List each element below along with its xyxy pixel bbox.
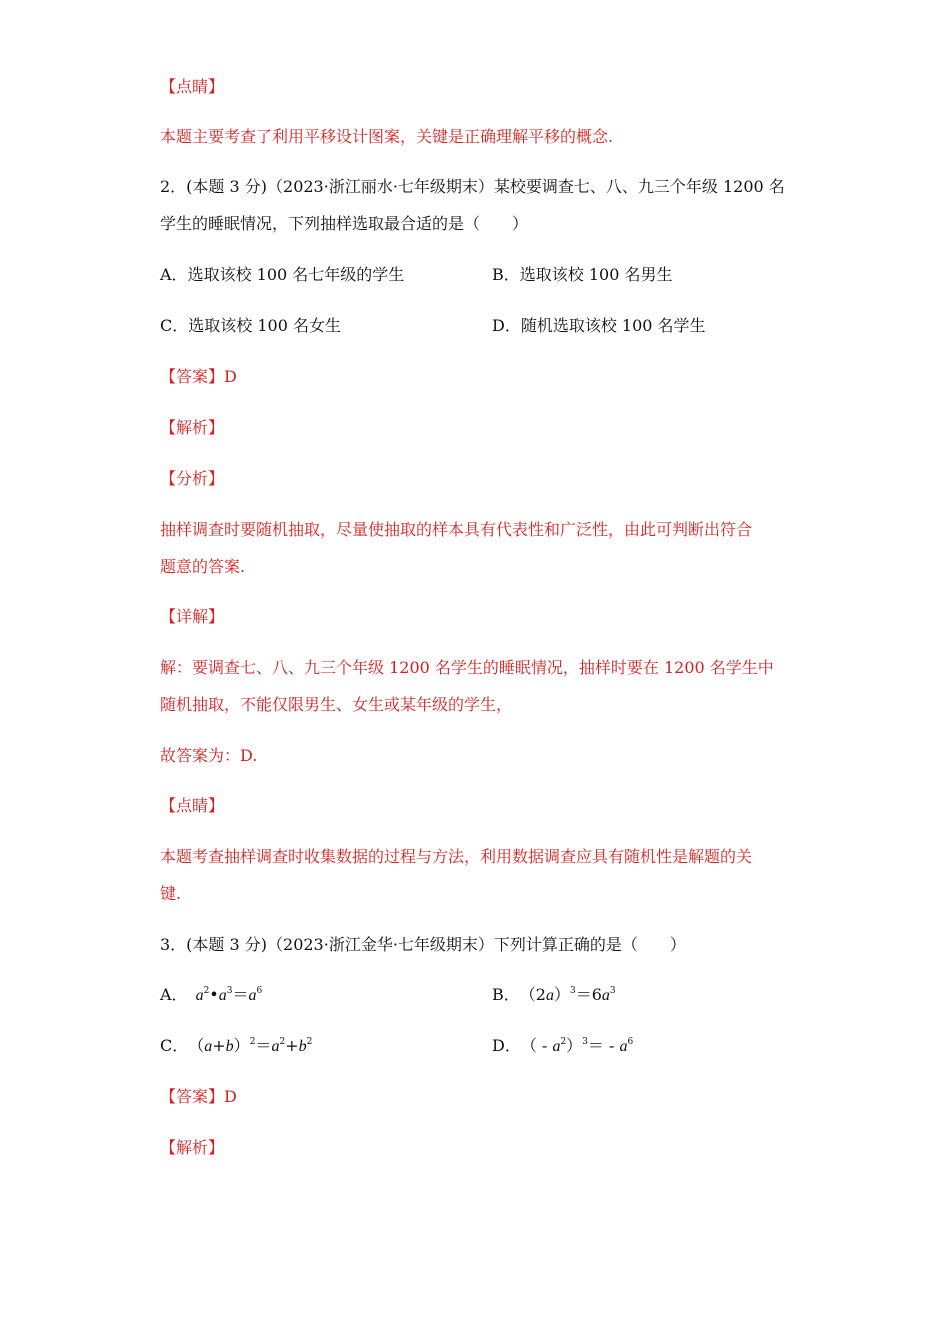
q3-c-rparen: ） (233, 1036, 250, 1055)
q2-option-b (492, 262, 672, 288)
q3-c-exp1: 2 (249, 1037, 256, 1047)
q3-d-eq: ＝ - (587, 1036, 620, 1055)
q3-d-exp2: 3 (582, 1037, 588, 1047)
q2-dianjing-heading: 【点睛】 (160, 796, 225, 815)
q3-option-b-letter: B． (492, 985, 520, 1004)
q3-stem: 3．(本题 3 分)（2023·浙江金华·七年级期末）下列计算正确的是（ ） (160, 935, 686, 954)
q2-xiangjie-line3: 故答案为：D. (160, 746, 258, 765)
q2-option-d (492, 313, 706, 339)
q3-d-exp1: 2 (560, 1037, 567, 1047)
q3-a-exp2: 3 (226, 986, 233, 996)
q3-b-var2: a (601, 987, 610, 1004)
q2-option-c (160, 313, 341, 339)
q2-xiangjie-line1: 解：要调查七、八、九三个年级 1200 名学生的睡眠情况，抽样时要在 1200 名学生中 (160, 658, 774, 677)
q3-d-var1: a (552, 1038, 561, 1055)
q2-answer-value: D (224, 367, 237, 386)
q3-jiexi-heading: 【解析】 (160, 1138, 225, 1157)
q3-a-exp3: 6 (256, 986, 263, 996)
q3-option-c-letter: C． (160, 1036, 189, 1055)
q2-option-b-letter: B． (492, 265, 520, 284)
q3-c-plus2: + (285, 1036, 299, 1055)
q2-option-b-text: 选取该校 100 名男生 (519, 265, 673, 284)
q2-option-d-letter: D． (492, 316, 521, 335)
q2-dianjing-line2: 键. (160, 884, 182, 903)
q3-c-var2: b (225, 1038, 234, 1055)
q3-a-exp1: 2 (203, 986, 210, 996)
q3-b-exp1: 3 (569, 986, 576, 996)
q3-answer-heading: 【答案】 (160, 1087, 225, 1106)
q2-option-c-letter: C． (160, 316, 189, 335)
dianjing-text-1: 本题主要考查了利用平移设计图案，关键是正确理解平移的概念. (160, 127, 614, 146)
q3-b-exp2: 3 (609, 986, 616, 996)
q3-option-a (160, 982, 262, 1009)
q3-b-eq: ＝6 (575, 985, 602, 1004)
q3-b-var1: a (545, 987, 554, 1004)
q2-option-c-text: 选取该校 100 名女生 (188, 316, 341, 335)
q3-c-exp4: 2 (306, 1037, 313, 1047)
q3-option-d-letter: D． (492, 1036, 521, 1055)
q3-a-var2: a (218, 987, 227, 1004)
q3-a-dot: • (209, 985, 219, 1004)
q3-d-lparen: （ - (528, 1036, 553, 1055)
q2-answer-heading: 【答案】 (160, 367, 225, 386)
q2-option-a-letter: A． (160, 265, 188, 284)
q2-stem-line1: 2．(本题 3 分)（2023·浙江丽水·七年级期末）某校要调查七、八、九三个年级 1200 名 (160, 177, 785, 196)
q3-answer-value: D (224, 1087, 237, 1106)
q3-c-lparen: （ (196, 1036, 205, 1055)
q2-option-d-text: 随机选取该校 100 名学生 (520, 316, 706, 335)
q2-stem-line2: 学生的睡眠情况，下列抽样选取最合适的是（ ） (160, 214, 529, 233)
q2-dianjing-line1: 本题考查抽样调查时收集数据的过程与方法，利用数据调查应具有随机性是解题的关 (160, 847, 753, 866)
q3-a-eq: ＝ (232, 985, 249, 1004)
q2-fenxi-heading: 【分析】 (160, 469, 225, 488)
q2-option-a (160, 262, 404, 288)
q3-c-var3: a (271, 1038, 280, 1055)
q2-fenxi-line2: 题意的答案. (160, 557, 246, 576)
q3-d-var2: a (619, 1038, 628, 1055)
q3-c-exp3: 2 (279, 1037, 286, 1047)
q3-option-d (492, 1033, 633, 1060)
q3-c-plus: + (212, 1036, 226, 1055)
q3-option-c (160, 1033, 312, 1060)
q2-option-a-text: 选取该校 100 名七年级的学生 (187, 265, 405, 284)
q3-c-var1: a (204, 1038, 213, 1055)
q3-a-var3: a (248, 987, 257, 1004)
q3-c-var4: b (298, 1038, 307, 1055)
q3-option-a-letter: A． (160, 985, 188, 1004)
q3-option-b (492, 982, 616, 1009)
q3-b-lparen: （2 (527, 985, 546, 1004)
q3-d-exp3: 6 (627, 1037, 634, 1047)
q3-answer-row (160, 1078, 785, 1115)
q3-a-var1: a (195, 987, 204, 1004)
q3-b-rparen: ） (553, 985, 570, 1004)
q2-jiexi-heading: 【解析】 (160, 418, 225, 437)
q2-fenxi-line1: 抽样调查时要随机抽取，尽量使抽取的样本具有代表性和广泛性，由此可判断出符合 (160, 520, 753, 539)
q2-xiangjie-heading: 【详解】 (160, 607, 225, 626)
q2-xiangjie-line2: 随机抽取，不能仅限男生、女生或某年级的学生， (160, 695, 513, 714)
dianjing-heading-1: 【点睛】 (160, 77, 225, 96)
q3-c-eq: ＝ (255, 1036, 272, 1055)
q2-answer-row (160, 358, 785, 395)
q3-d-rparen: ） (566, 1036, 583, 1055)
